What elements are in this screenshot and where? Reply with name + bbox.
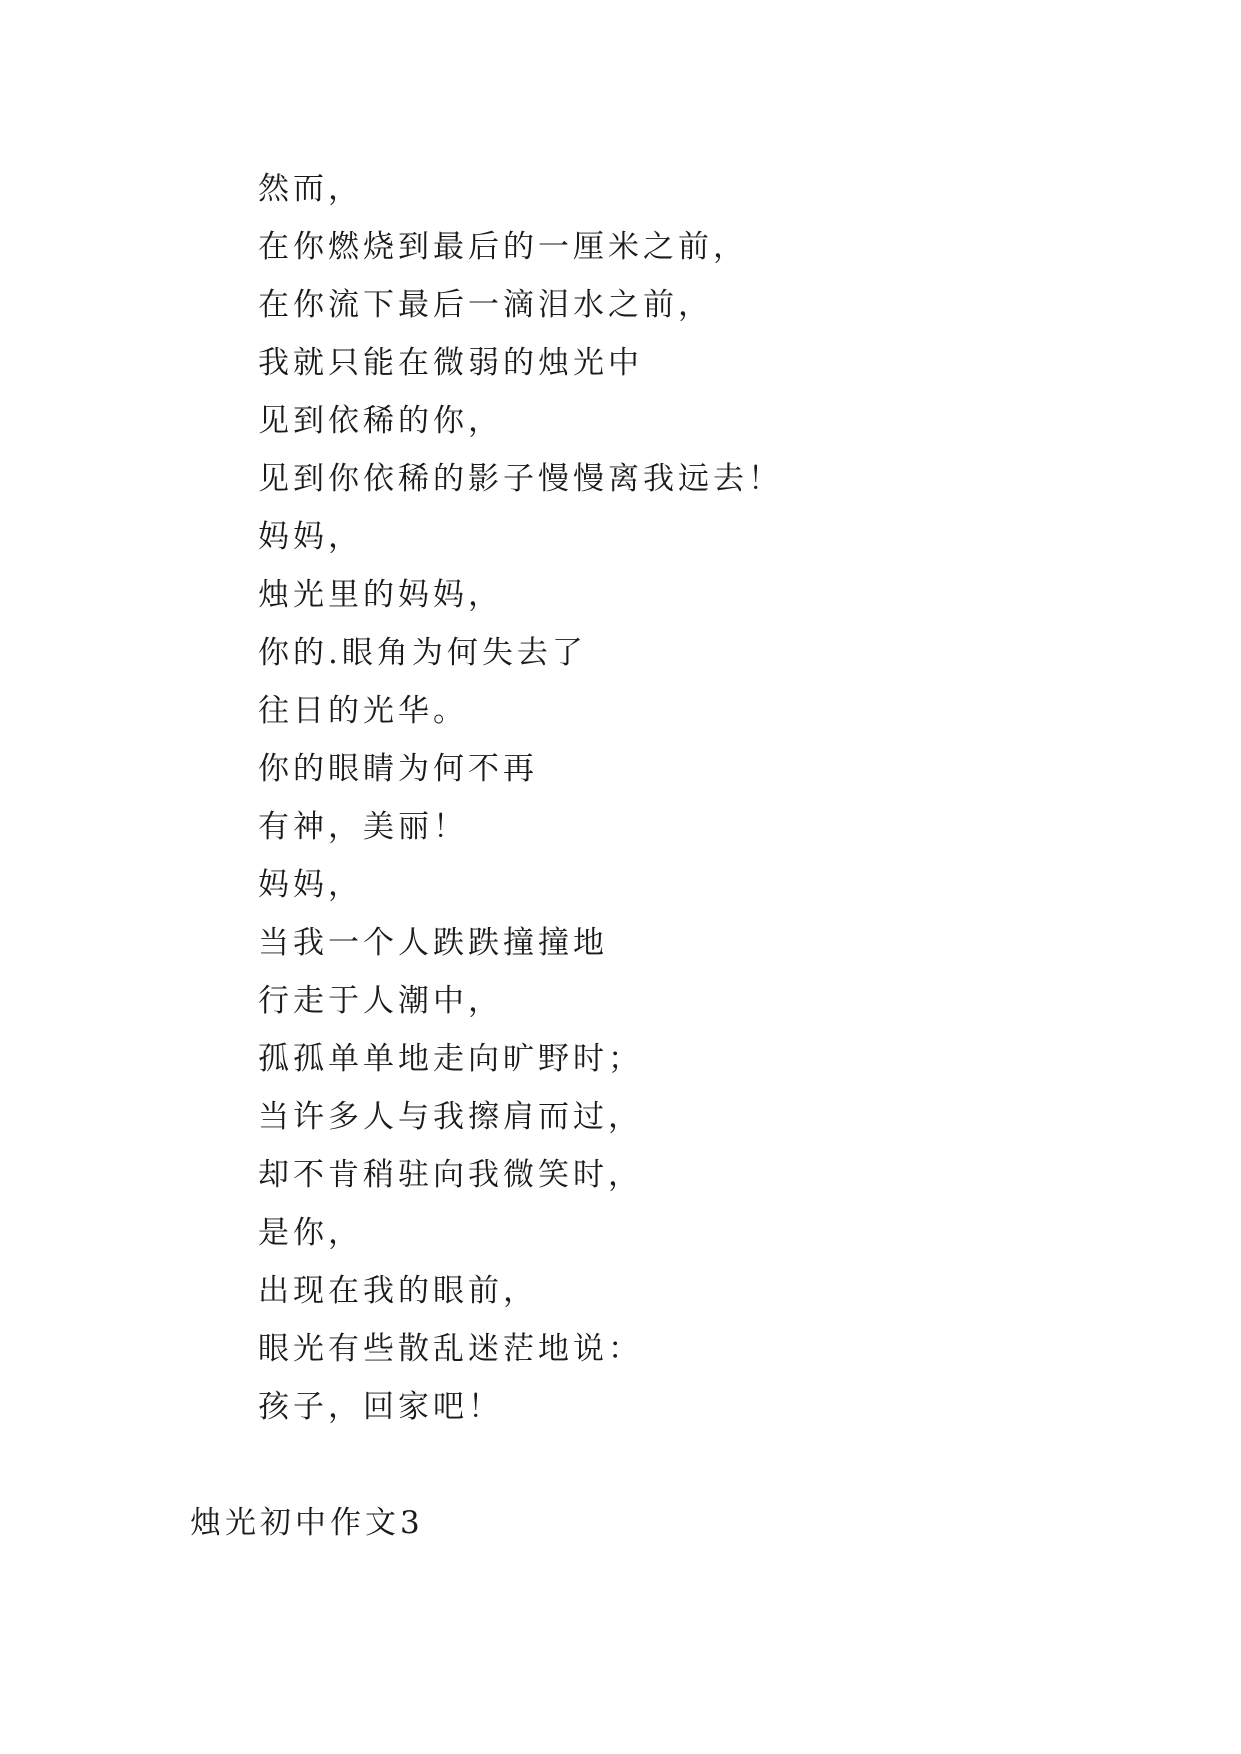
poem-line: 当我一个人跌跌撞撞地: [258, 925, 608, 961]
poem-line: 妈妈，: [258, 867, 363, 903]
poem-line: 有神，美丽！: [258, 809, 468, 845]
poem-line: 是你，: [258, 1215, 363, 1251]
poem-line: 你的.眼角为何失去了: [258, 635, 587, 671]
poem-line: 出现在我的眼前，: [258, 1273, 538, 1309]
poem-line: 孤孤单单地走向旷野时；: [258, 1041, 643, 1077]
poem-line: 在你流下最后一滴泪水之前，: [258, 287, 713, 323]
poem-line: 往日的光华。: [258, 693, 468, 729]
poem-line: 妈妈，: [258, 519, 363, 555]
poem-line: 我就只能在微弱的烛光中: [258, 345, 643, 381]
poem-line: 然而，: [258, 171, 363, 207]
poem-line: 却不肯稍驻向我微笑时，: [258, 1157, 643, 1193]
poem-line: 在你燃烧到最后的一厘米之前，: [258, 229, 748, 265]
poem-body: [258, 160, 783, 1436]
poem-line: 行走于人潮中，: [258, 983, 503, 1019]
poem-line: 眼光有些散乱迷茫地说：: [258, 1331, 643, 1367]
section-heading: 烛光初中作文3: [190, 1505, 424, 1541]
poem-line: 见到你依稀的影子慢慢离我远去！: [258, 461, 783, 497]
poem-line: 见到依稀的你，: [258, 403, 503, 439]
poem-line: 你的眼睛为何不再: [258, 751, 538, 787]
poem-line: 当许多人与我擦肩而过，: [258, 1099, 643, 1135]
poem-line: 烛光里的妈妈，: [258, 577, 503, 613]
poem-line: 孩子，回家吧！: [258, 1389, 503, 1425]
